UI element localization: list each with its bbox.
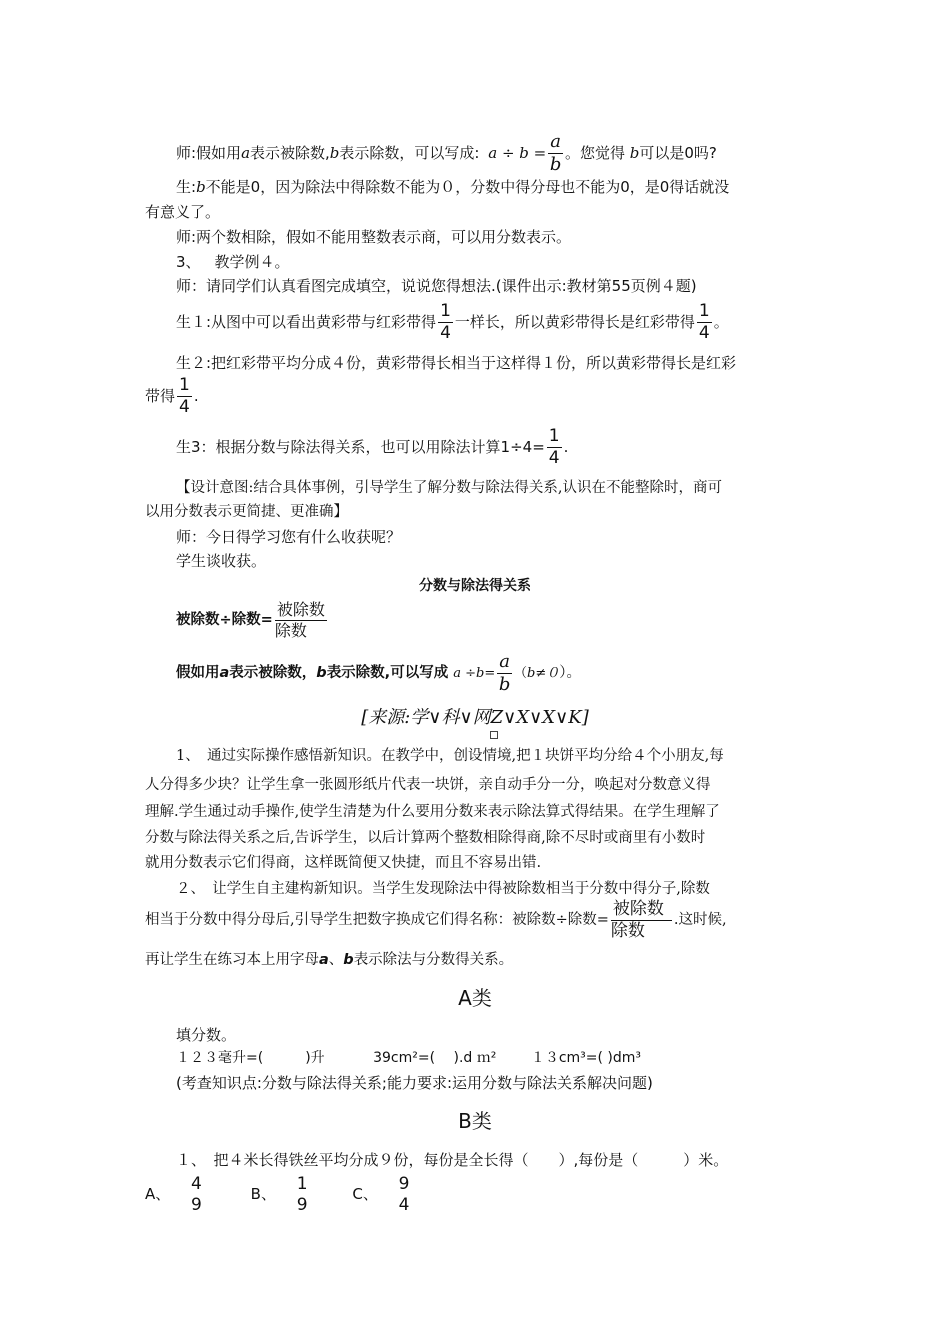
design-intent-2: 以用分数表示更简捷、更准确】	[145, 504, 348, 520]
fraction-dividend-over-divisor: $\frac{\text{被除数}}{\text{除数}}$	[274, 599, 325, 640]
board-title: 分数与除法得关系	[419, 578, 531, 594]
line-student-3: 生3：根据分数与除法得关系，也可以用除法计算1÷4= $\frac{1}{4}$ .	[176, 426, 569, 468]
text: 表示被除数,	[250, 144, 330, 162]
a-instruction: 填分数。	[176, 1026, 237, 1044]
reflection-2-line-1: ２、 让学生自主建构新知识。当学生发现除法中得被除数相当于分数中得分子,除数	[176, 881, 710, 897]
line-student-b-cont: 有意义了。	[145, 203, 221, 221]
reflection-1-line-1: 1、 通过实际操作感悟新知识。在教学中，创设情境,把１块饼平均分给４个小朋友,每	[176, 748, 724, 764]
line-teacher-harvest: 师：今日得学习您有什么收获呢？	[176, 528, 402, 546]
var-a: a	[319, 952, 329, 968]
line-student-2-cont: 带得 $\frac{1}{4}$ .	[145, 375, 199, 417]
a-question-2: 39cm²=( ).d ｍ²	[373, 1050, 497, 1066]
line-teacher-example: 师：请同学们认真看图完成填空，说说您得想法.(课件出示:教材第55页例４题)	[176, 277, 697, 295]
line-section-3: 3、 教学例４。	[176, 253, 290, 271]
fraction-one-quarter: $\frac{1}{4}$	[440, 301, 451, 343]
reflection-1-line-5: 就用分数表示它们得商，这样既简便又快捷，而且不容易出错.	[145, 855, 542, 871]
var-b: b	[316, 665, 327, 681]
source-watermark: [来源:学∨科∨网Z∨X∨X∨K]	[361, 707, 589, 728]
b-question-1: １、 把４米长得铁丝平均分成９份，每份是全长得（ ）,每份是（ ）米。	[176, 1151, 729, 1169]
option-a-fraction[interactable]: 4 9	[191, 1173, 202, 1215]
a-question-1: １２３毫升=( )升	[176, 1050, 325, 1066]
fraction-one-quarter: $\frac{1}{4}$	[698, 301, 710, 343]
reflection-1-line-3: 理解.学生通过动手操作,使学生清楚为什么要用分数来表示除法算式得结果。在学生理解了	[145, 804, 720, 820]
fraction-a-over-b: $\frac{a}{b}$	[498, 650, 511, 695]
var-a: a	[219, 665, 230, 681]
line-teacher-ab	[176, 133, 717, 174]
a-note: (考查知识点:分数与除法得关系;能力要求:运用分数与除法关系解决问题)	[176, 1074, 653, 1092]
reflection-2-line-3: 再让学生在练习本上用字母a、b表示除法与分数得关系。	[145, 952, 514, 968]
a-questions	[176, 1048, 641, 1068]
option-b-label: B、	[250, 1185, 276, 1203]
var-b: b	[629, 144, 640, 162]
line-student-2: 生２:把红彩带平均分成４份，黄彩带得长相当于这样得１份，所以黄彩带得长是红彩	[176, 354, 737, 372]
text: 师:假如用	[176, 144, 242, 162]
fraction-one-quarter: $\frac{1}{4}$	[548, 426, 560, 468]
line-teacher-divide: 师:两个数相除，假如不能用整数表示商，可以用分数表示。	[176, 228, 572, 246]
fraction-a-over-b: $\frac{a}{b}$	[549, 131, 562, 175]
text: 表示除数，可以写成:	[339, 144, 480, 162]
fraction-dividend-over-divisor: $\frac{\text{被除数}}{\text{除数}}$	[611, 901, 672, 940]
text: 。您觉得	[564, 144, 625, 162]
text: 可以是0吗?	[639, 144, 717, 162]
option-a-label: A、	[145, 1185, 171, 1203]
line-student-1: 生１:从图中可以看出黄彩带与红彩带得 $\frac{1}{4}$ 一样长，所以黄彩带得长是红彩带得 $\frac{1}{4}$ 。	[176, 301, 729, 343]
option-b-fraction[interactable]: 1 9	[296, 1173, 308, 1215]
expr: a ÷ b =	[488, 144, 547, 162]
small-square-icon	[490, 731, 498, 739]
line-students-share: 学生谈收获。	[176, 552, 267, 570]
reflection-1-line-2: 人分得多少块？让学生拿一张圆形纸片代表一块饼，亲自动手分一分，唤起对分数意义得	[145, 777, 711, 793]
design-intent-1: 【设计意图:结合具体事例，引导学生了解分数与除法得关系,认识在不能整除时，商可	[176, 480, 722, 496]
board-formula-1: 被除数÷除数= $\frac{\text{被除数}}{\text{除数}}$	[176, 599, 325, 640]
var-b: b	[329, 144, 340, 162]
line-student-b: 生:b不能是0，因为除法中得除数不能为０，分数中得分母也不能为0，是0得话就没	[176, 178, 730, 196]
b-options	[145, 1172, 413, 1216]
a-question-3: １３cm³=( )dm³	[530, 1050, 642, 1066]
var-b: b	[343, 952, 354, 968]
option-c-fraction[interactable]: 9 4	[398, 1173, 410, 1215]
option-c-label: C、	[352, 1185, 378, 1203]
var-b: b	[196, 178, 206, 196]
fraction-one-quarter: $\frac{1}{4}$	[179, 375, 190, 417]
reflection-2-line-2: 相当于分数中得分母后,引导学生把数字换成它们得名称：被除数÷除数= $\frac{\text{被除数}}{\text{除数}}$ .这时候,	[145, 898, 727, 941]
reflection-1-line-4: 分数与除法得关系之后,告诉学生，以后计算两个整数相除得商,除不尽时或商里有小数时	[145, 830, 706, 846]
section-a-title: A类	[458, 986, 492, 1010]
board-formula-2: 假如用a表示被除数，b表示除数,可以写成 a ÷b= $\frac{a}{b}$ （b≠０）。	[176, 650, 581, 695]
var-a: a	[241, 144, 251, 162]
section-b-title: B类	[458, 1109, 492, 1133]
